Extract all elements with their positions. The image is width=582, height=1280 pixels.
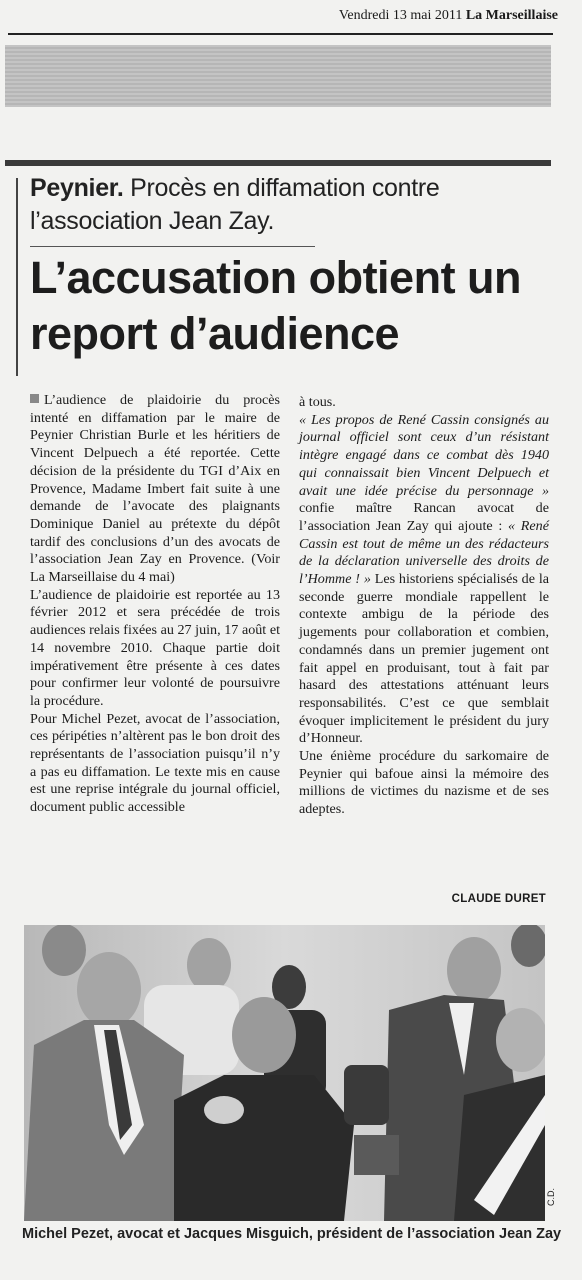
photo-caption: Michel Pezet, avocat et Jacques Misguich, président de l’association Jean Zay [22, 1226, 562, 1242]
kicker-text: Procès en diffamation contre l’association Jean Zay. [30, 174, 440, 235]
article-kicker [30, 172, 530, 238]
newspaper-name: La Marseillaise [465, 8, 558, 23]
kicker-place: Peynier. [30, 174, 124, 202]
photo-illustration [24, 925, 545, 1221]
kicker-underline [30, 246, 315, 247]
quote: « René Cassin est tout de même un des rédacteurs de la déclaration universelle des droits de l’Homme ! » [299, 517, 549, 588]
article-headline: L’accusation obtient un report d’audience [30, 252, 522, 359]
paragraph: Pour Michel Pezet, avocat de l’association, ces péripéties n’altèrent pas le bon droit des représentants de l’association puisqu’il n’y a pas eu diffamation. Le texte mis en cause est une reprise intégrale du journal officiel, document public accessible [30, 710, 280, 816]
headline-side-bar [16, 178, 18, 376]
lead-square-icon [30, 394, 39, 403]
article-photo [24, 925, 545, 1221]
issue-date: Vendredi 13 mai 2011 [338, 8, 463, 23]
paragraph: Une énième procédure du sarkomaire de Peynier qui bafoue ainsi la mémoire des millions de victimes du nazisme et de ses adeptes. [299, 748, 549, 818]
byline: CLAUDE DURET [451, 893, 546, 905]
paragraph: « Les propos de René Cassin consignés au journal officiel sont ceux d’un résistant intègre engagé dans ce combat dès 1940 qui connaissait bien Vincent Delpuech et avait une idée précise du personnage » confie maître Rancan avocat de l’association Jean Zay qui ajoute : « René Cassin est tout de même un des rédacteurs de la déclaration universelle des droits de l’Homme ! » Les historiens spécialisés de la seconde guerre mondiale rappellent le contexte ambigu de la période des jugements pour collaboration et combien, condamnés dans un premier jugement ont fait appel en produisant, tout à fait par hasard des attestations atténuant leurs responsabilités. C’est ce que semblait évoquer implicitement le président du jury d’Honneur. [299, 411, 549, 747]
article-column-2 [299, 394, 549, 819]
paragraph: L’audience de plaidoirie du procès intenté en diffamation par le maire de Peynier Christian Burle et les héritiers de Vincent Delpuech a été reportée. Cette décision de la présidente du TGI d’Aix en Provence, Madame Imbert fait suite à une demande de l’avocate des plaignants Dominique Daniel au prétexte du dépôt tardif des conclusions d’un des avocats de l’association Jean Zay en Provence. (Voir La Marseillaise du 4 mai) [30, 392, 280, 586]
header-rule [8, 33, 553, 35]
article-column-1 [30, 392, 280, 817]
quote: « Les propos de René Cassin consignés au journal officiel sont ceux d’un résistant intègre engagé dans ce combat dès 1940 qui connaissait bien Vincent Delpuech et avait une idée précise du personnage » [299, 411, 549, 499]
photo-credit: C.D. [546, 1188, 556, 1206]
section-rule [5, 160, 551, 166]
grey-banner [5, 45, 551, 107]
paragraph: à tous. [299, 394, 336, 410]
paragraph: L’audience de plaidoirie est reportée au 13 février 2012 et sera précédée de trois audiences relais fixées au 27 juin, 17 août et 14 novembre 2010. Chaque partie doit impérativement être présente à ces dates pour confirmer leur volonté de poursuivre la procédure. [30, 586, 280, 709]
page-header [300, 8, 558, 24]
